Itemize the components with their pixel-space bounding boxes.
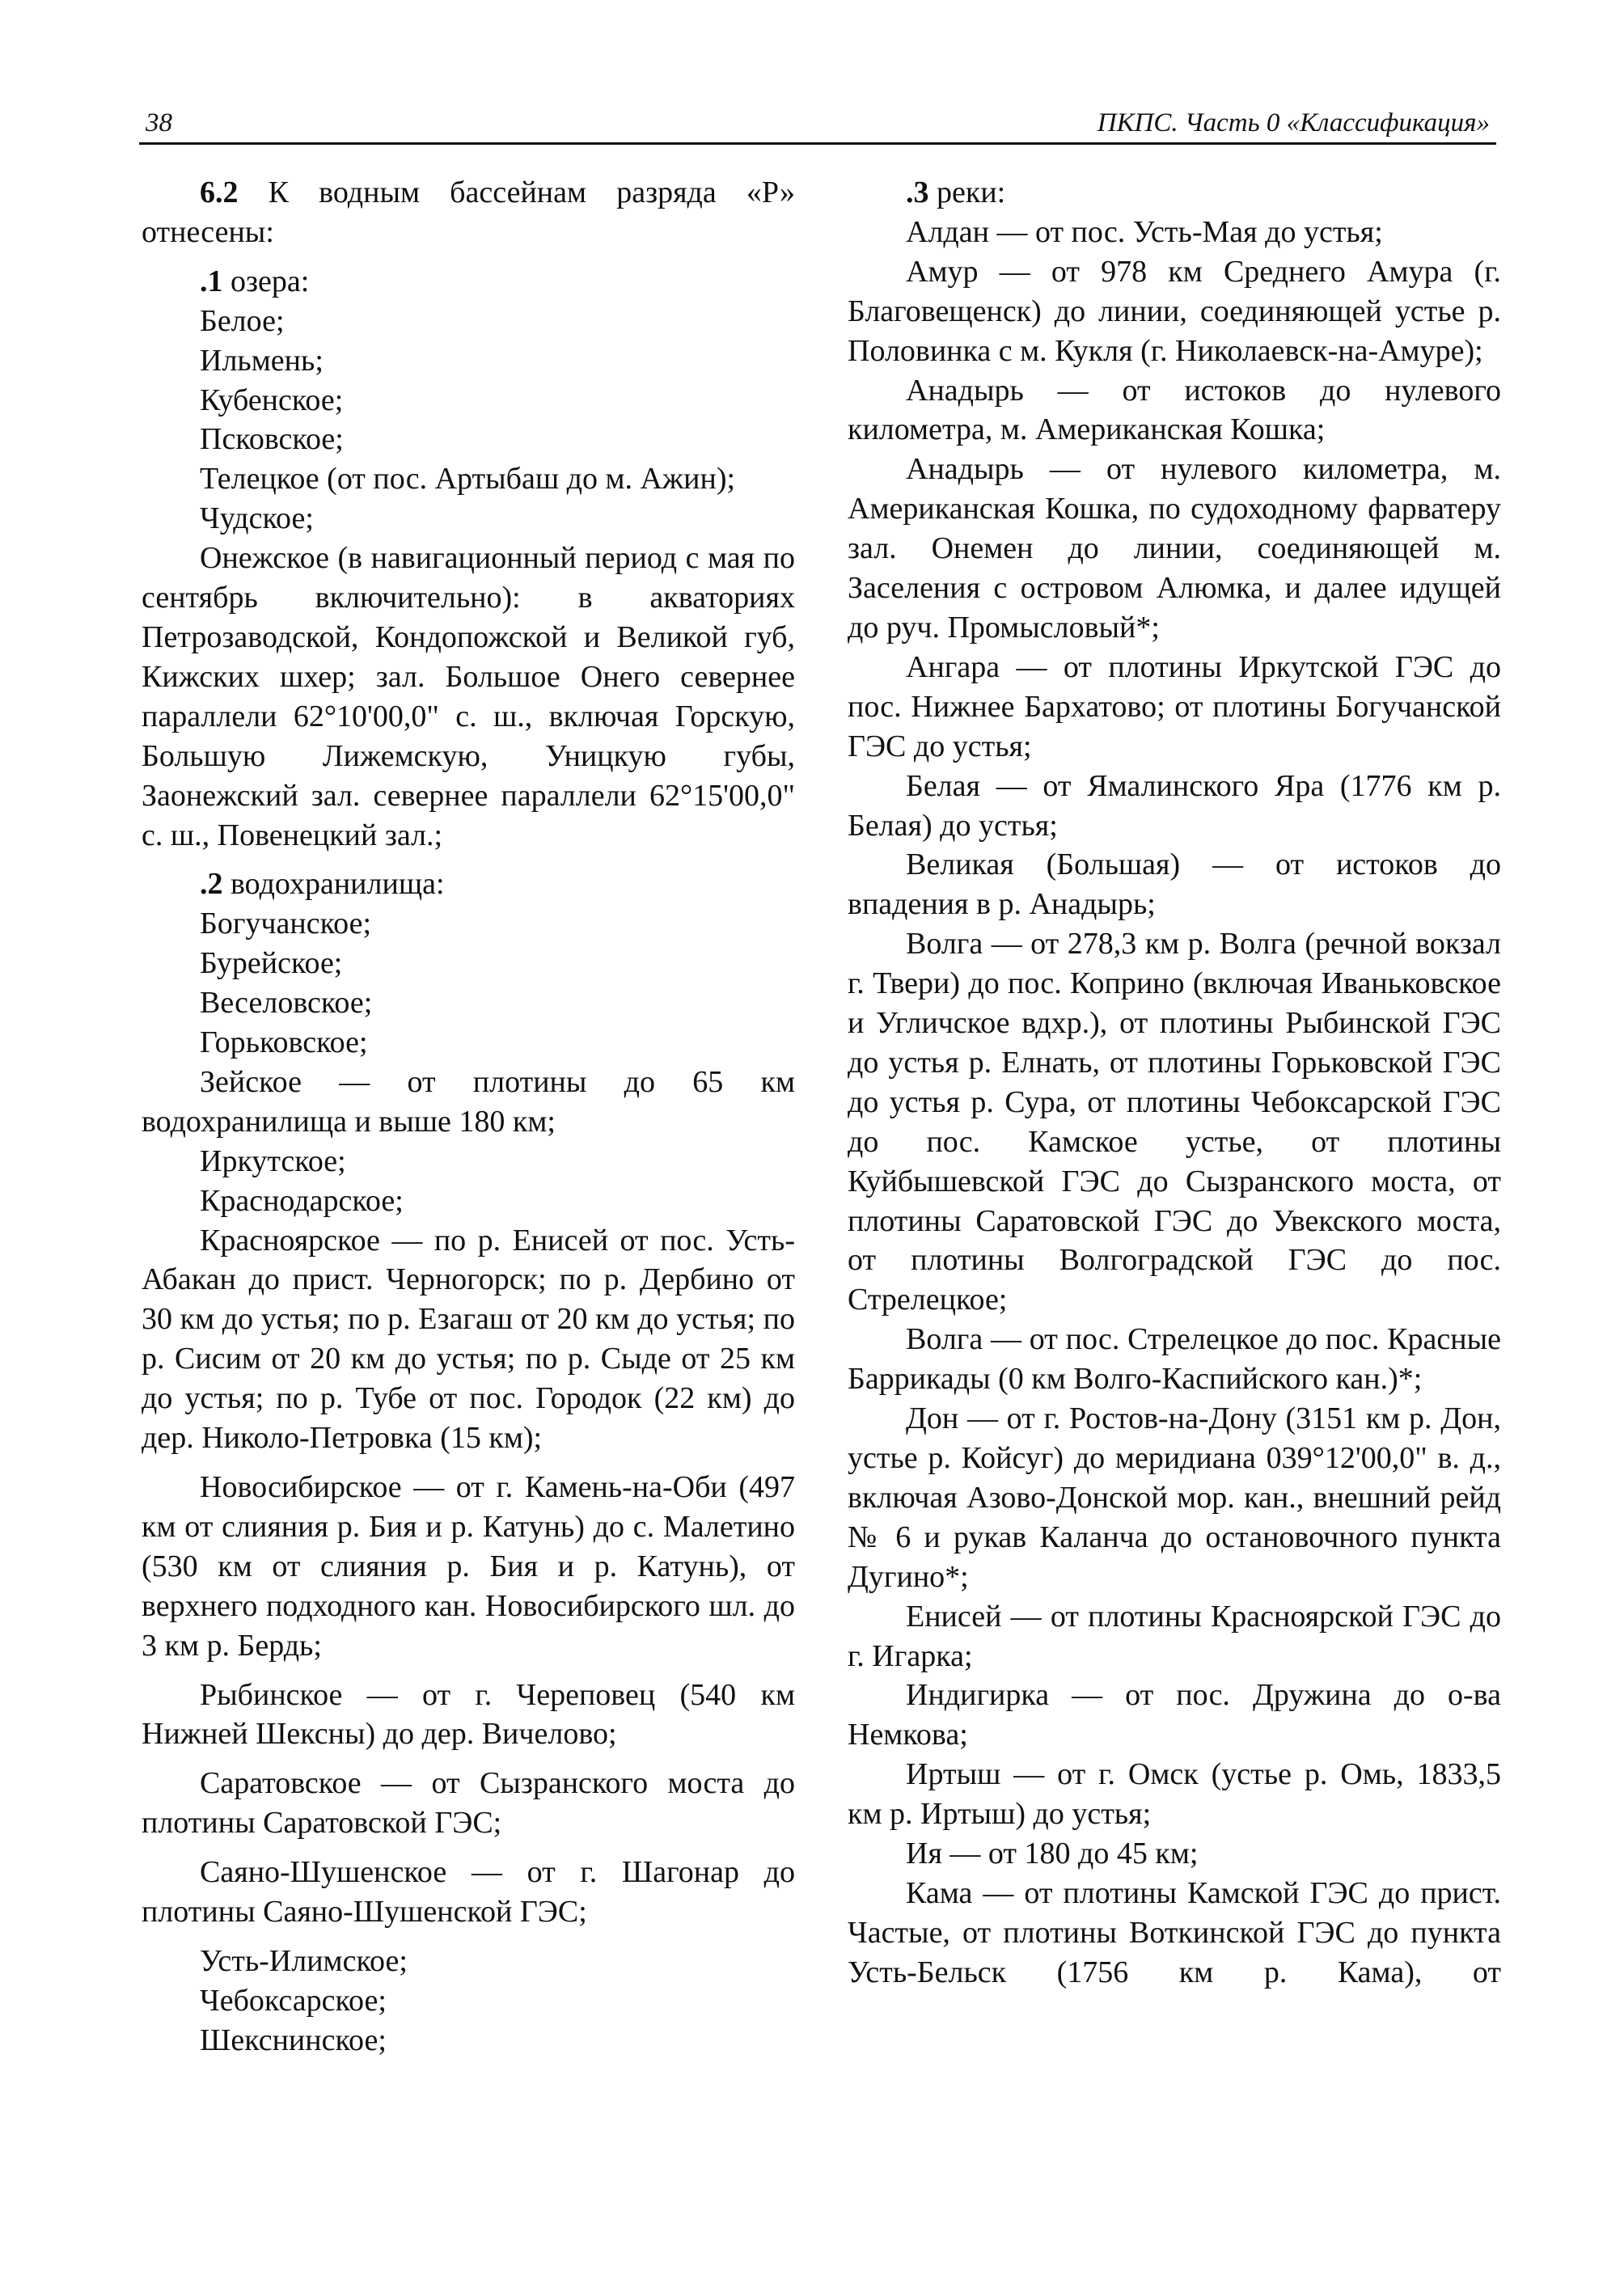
list-item: Белая — от Ямалинского Яра (1776 км р. Белая) до устья; — [848, 768, 1501, 843]
list-item: Дон — от г. Ростов-на-Дону (3151 км р. Дон, устье р. Койсуг) до меридиана 039°12'00,0" в. д., включая Азово-Донской мор. кан., внешний рейд № 6 и рукав Каланча до остановочного пункта Дугино*; — [848, 1401, 1501, 1594]
subsection-reservoirs-heading — [142, 864, 795, 904]
list-item: Онежское (в навигационный период с мая по сентябрь включительно): в акваториях Петрозаводской, Кондопожской и Великой губ, Кижских шхер; зал. Большое Онего севернее параллели 62°10'00,0" с. ш., включая Горскую, Большую Лижемскую, Уницкую губы, Заонежский зал. севернее параллели 62°15'00,0" с. ш., Повенецкий зал.; — [142, 541, 795, 852]
running-header — [139, 107, 1496, 145]
list-item: Краснодарское; — [200, 1183, 404, 1218]
list-item: Красноярское — по р. Енисей от пос. Усть-Абакан до прист. Черногорск; по р. Дербино от 30 км до устья; по р. Езагаш от 20 км до устья; по р. Сисим от 20 км до устья; по р. Сыде от 25 км до устья; по р. Тубе от пос. Городок (22 км) до дер. Николо-Петровка (15 км); — [142, 1223, 795, 1456]
list-item: Амур — от 978 км Среднего Амура (г. Благовещенск) до линии, соединяющей устье р. Половинка с м. Кукля (г. Николаевск-на-Амуре); — [848, 254, 1501, 368]
list-item: Саратовское — от Сызранского моста до плотины Саратовской ГЭС; — [142, 1766, 795, 1841]
section-number: 6.2 — [200, 175, 239, 209]
list-item: Кама — от плотины Камской ГЭС до прист. Частые, от плотины Воткинской ГЭС до пункта Усть-Бельск (1756 км р. Кама), от — [848, 1875, 1501, 1989]
list-item: Анадырь — от истоков до нулевого километра, м. Американская Кошка; — [848, 373, 1501, 447]
list-item: Веселовское; — [200, 986, 373, 1021]
page-number: 38 — [146, 108, 172, 137]
list-item: Индигирка — от пос. Дружина до о-ва Немкова; — [848, 1678, 1501, 1752]
list-item: Шекснинское; — [200, 2023, 387, 2057]
subsection-number: .3 — [906, 175, 929, 209]
list-item: Енисей — от плотины Красноярской ГЭС до г. Игарка; — [848, 1599, 1501, 1673]
subsection-number: .1 — [200, 264, 223, 298]
subsection-title: озера: — [230, 264, 310, 298]
list-item: Анадырь — от нулевого километра, м. Американская Кошка, по судоходному фарватеру зал. Онемен до линии, соединяющей м. Заселения с островом Алюмка, и далее идущей до руч. Промысловый*; — [848, 452, 1501, 645]
list-item: Ангара — от плотины Иркутской ГЭС до пос. Нижнее Бархатово; от плотины Богучанской ГЭС до устья; — [848, 649, 1501, 763]
list-item: Новосибирское — от г. Камень-на-Оби (497 км от слияния р. Бия и р. Катунь) до с. Малетино (530 км от слияния р. Бия и р. Катунь), от верхнего подходного кан. Новосибирского шл. до 3 км р. Бердь; — [142, 1470, 795, 1663]
list-item: Кубенское; — [200, 383, 344, 417]
list-item: Телецкое (от пос. Артыбаш до м. Ажин); — [200, 462, 736, 497]
section-intro — [142, 173, 795, 252]
running-title: ПКПС. Часть 0 «Классификация» — [1097, 108, 1490, 137]
list-item: Иртыш — от г. Омск (устье р. Омь, 1833,5 км р. Иртыш) до устья; — [848, 1757, 1501, 1832]
list-item: Усть-Илимское; — [200, 1943, 408, 1978]
list-item: Ия — от 180 до 45 км; — [906, 1837, 1199, 1871]
list-item: Богучанское; — [200, 907, 372, 941]
list-item: Саяно-Шушенское — от г. Шагонар до плотины Саяно-Шушенской ГЭС; — [142, 1855, 795, 1930]
list-item: Рыбинское — от г. Череповец (540 км Нижней Шексны) до дер. Вичелово; — [142, 1677, 795, 1752]
list-item: Чудское; — [200, 501, 314, 536]
left-column — [142, 173, 795, 2061]
right-column — [848, 173, 1501, 1993]
list-item: Волга — от пос. Стрелецкое до пос. Красные Баррикады (0 км Волго-Каспийского кан.)*; — [848, 1322, 1501, 1397]
list-item: Ильмень; — [200, 343, 324, 378]
subsection-title: водохранилища: — [230, 867, 445, 902]
list-item: Волга — от 278,3 км р. Волга (речной вокзал г. Твери) до пос. Коприно (включая Иваньковское и Угличское вдхр.), от плотины Рыбинской ГЭС до устья р. Елнать, от плотины Горьковской ГЭС до устья р. Сура, от плотины Чебоксарской ГЭС до пос. Камское устье, от плотины Куйбышевской ГЭС до Сызранского моста, от плотины Саратовской ГЭС до Увекского моста, от плотины Волгоградской ГЭС до пос. Стрелецкое; — [848, 927, 1501, 1317]
list-item: Бурейское; — [200, 946, 343, 981]
list-item: Алдан — от пос. Усть-Мая до устья; — [906, 214, 1383, 249]
subsection-lakes-heading — [142, 262, 795, 302]
list-item: Великая (Большая) — от истоков до впадения в р. Анадырь; — [848, 848, 1501, 922]
list-item: Псковское; — [200, 422, 344, 457]
subsection-title: реки: — [937, 175, 1006, 209]
list-item: Чебоксарское; — [200, 1983, 387, 2018]
subsection-rivers-heading — [848, 173, 1501, 213]
list-item: Горьковское; — [200, 1025, 368, 1060]
list-item: Зейское — от плотины до 65 км водохранилища и выше 180 км; — [142, 1064, 795, 1139]
list-item: Иркутское; — [200, 1143, 346, 1178]
section-intro-text: К водным бассейнам разряда «Р» отнесены: — [142, 175, 795, 249]
subsection-number: .2 — [200, 867, 223, 902]
list-item: Белое; — [200, 303, 285, 338]
